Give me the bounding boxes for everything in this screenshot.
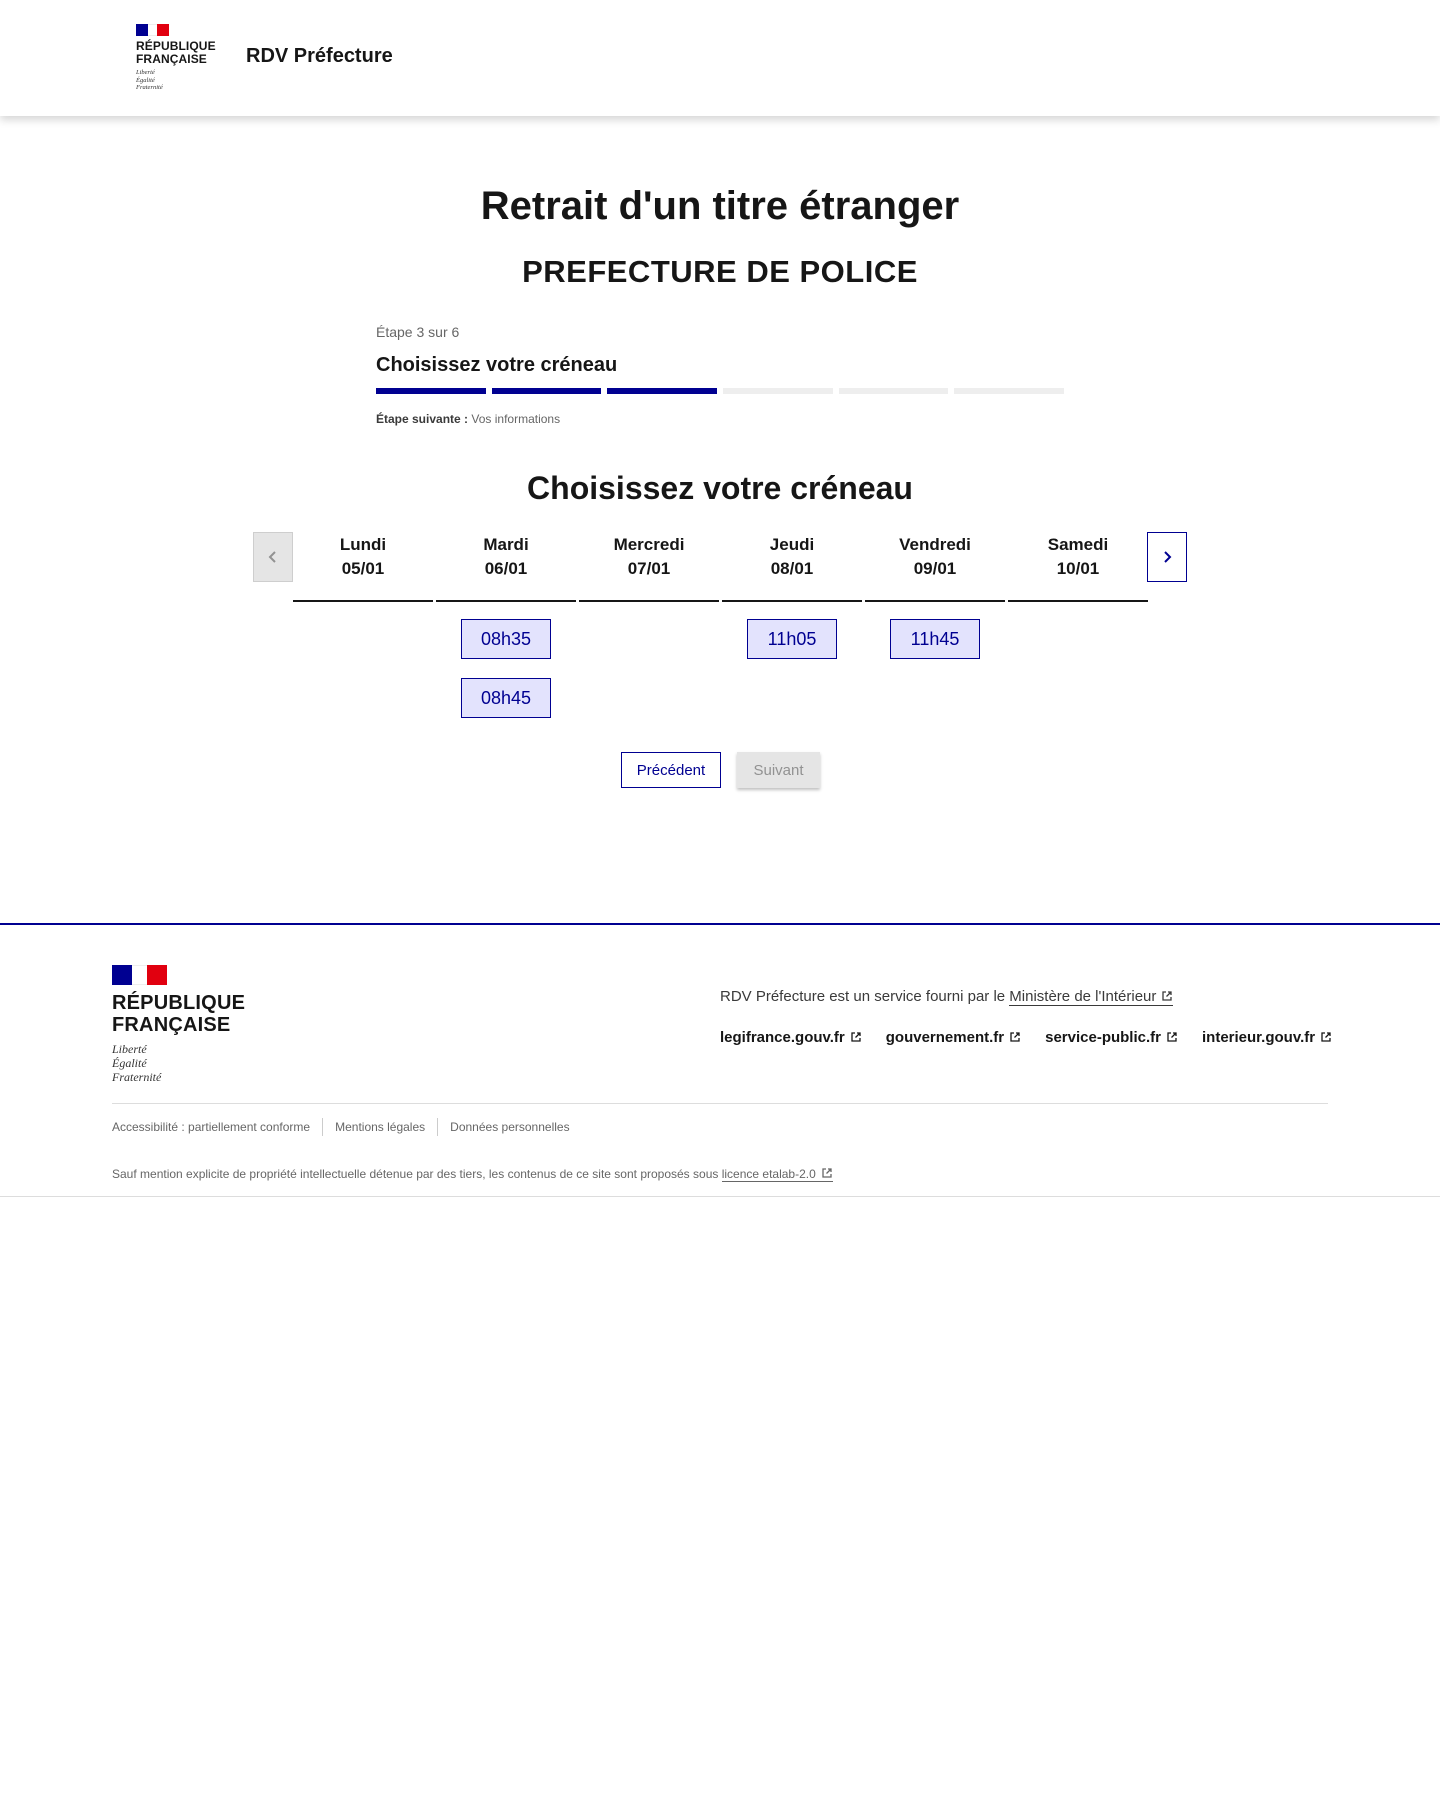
step-bar (607, 388, 717, 394)
day-header (436, 532, 576, 602)
devise-line: Fraternité (112, 1070, 162, 1084)
footer-external-link[interactable] (886, 1029, 1021, 1046)
footer-description (720, 987, 1173, 1007)
day-column (1008, 532, 1148, 718)
site-header (0, 0, 1440, 116)
devise-line: Fraternité (136, 84, 163, 91)
day-name: Lundi (339, 535, 387, 554)
chevron-left-icon (266, 550, 280, 564)
devise-line: Égalité (136, 76, 155, 84)
day-date: 10/01 (1056, 559, 1100, 578)
devise (136, 69, 216, 92)
footer-bottom-links (112, 1118, 582, 1136)
footer-republique-francaise-logo[interactable] (112, 965, 245, 1084)
footer-link-label: gouvernement.fr (885, 1029, 1005, 1046)
previous-week-button[interactable] (253, 532, 293, 582)
footer-link-label: interieur.gouv.fr (1202, 1029, 1316, 1046)
footer-link-label: legifrance.gouv.fr (720, 1029, 845, 1046)
license-text: Sauf mention explicite de propriété intellectuelle détenue par des tiers, les contenus de ce site sont proposés sous (112, 1167, 719, 1181)
ministere-link[interactable] (1009, 988, 1173, 1006)
devise-line: Liberté (136, 69, 155, 76)
license-link[interactable] (722, 1167, 833, 1182)
day-name: Mercredi (613, 535, 685, 554)
footer-logo-text (112, 992, 245, 1036)
footer-divider (112, 1103, 1328, 1104)
time-slot-button[interactable]: 11h45 (890, 619, 980, 659)
footer-devise (112, 1042, 245, 1084)
site-footer (0, 923, 1440, 1197)
day-date: 06/01 (484, 559, 528, 578)
footer-links (720, 1029, 1332, 1046)
service-title[interactable]: RDV Préfecture (246, 45, 393, 67)
time-slot-button[interactable]: 08h35 (461, 619, 551, 659)
page-title: Retrait d'un titre étranger (480, 184, 960, 228)
day-date: 09/01 (913, 559, 957, 578)
step-bar (839, 388, 949, 394)
footer-bottom-link[interactable]: Mentions légales (322, 1118, 437, 1136)
step-bar (954, 388, 1064, 394)
logo-line-1: RÉPUBLIQUE (112, 992, 246, 1014)
day-column (436, 532, 576, 718)
ministere-link-label: Ministère de l'Intérieur (1009, 988, 1157, 1005)
devise-line: Égalité (112, 1056, 147, 1070)
previous-button[interactable]: Précédent (621, 752, 721, 788)
external-link-icon (1320, 1031, 1332, 1043)
footer-external-link[interactable] (1045, 1029, 1178, 1046)
day-column (722, 532, 862, 718)
page-subtitle: PREFECTURE DE POLICE (522, 254, 918, 289)
form-navigation (621, 752, 820, 788)
logo-line-2: FRANÇAISE (112, 1014, 231, 1036)
day-header (722, 532, 862, 602)
day-column (865, 532, 1005, 718)
step-bar (723, 388, 833, 394)
day-date: 07/01 (627, 559, 671, 578)
external-link-icon (1161, 990, 1173, 1002)
step-next (376, 410, 1064, 428)
day-header (1008, 532, 1148, 602)
logo-line-2: FRANÇAISE (136, 52, 207, 66)
day-name: Jeudi (769, 535, 815, 554)
french-flag-icon (136, 24, 169, 36)
day-name: Samedi (1047, 535, 1109, 554)
step-title: Choisissez votre créneau (376, 354, 618, 376)
footer-external-link[interactable] (720, 1029, 862, 1046)
chevron-right-icon (1160, 550, 1174, 564)
footer-license (112, 1165, 833, 1183)
day-column (579, 532, 719, 718)
step-next-value: Vos informations (471, 412, 561, 426)
republique-francaise-logo[interactable] (136, 24, 216, 92)
step-next-label: Étape suivante : (376, 412, 469, 426)
footer-external-link[interactable] (1202, 1029, 1332, 1046)
day-date: 05/01 (341, 559, 385, 578)
next-button[interactable]: Suivant (737, 752, 820, 788)
devise-line: Liberté (112, 1042, 147, 1056)
external-link-icon (821, 1167, 833, 1179)
day-header (579, 532, 719, 602)
next-week-button[interactable] (1147, 532, 1187, 582)
step-state: Étape 3 sur 6 (376, 324, 460, 340)
step-bar (492, 388, 602, 394)
section-title: Choisissez votre créneau (527, 470, 913, 506)
external-link-icon (1009, 1031, 1021, 1043)
time-slot-button[interactable]: 11h05 (747, 619, 837, 659)
logo-line-1: RÉPUBLIQUE (136, 39, 216, 53)
day-name: Mardi (483, 535, 529, 554)
day-header (293, 532, 433, 602)
time-slot-button[interactable]: 08h45 (461, 678, 551, 718)
step-bar (376, 388, 486, 394)
day-name: Vendredi (899, 535, 971, 554)
stepper (376, 322, 1064, 428)
license-link-label: licence etalab-2.0 (721, 1167, 816, 1181)
footer-bottom-link[interactable]: Données personnelles (437, 1118, 581, 1136)
footer-bottom-link[interactable]: Accessibilité : partiellement conforme (112, 1120, 311, 1134)
day-column (293, 532, 433, 718)
french-flag-icon (112, 965, 167, 985)
external-link-icon (1166, 1031, 1178, 1043)
external-link-icon (850, 1031, 862, 1043)
footer-link-label: service-public.fr (1045, 1029, 1161, 1046)
calendar-days (293, 532, 1148, 718)
step-progress-bar (376, 388, 1064, 394)
day-header (865, 532, 1005, 602)
day-date: 08/01 (770, 559, 814, 578)
footer-description-text: RDV Préfecture est un service fourni par le (720, 988, 1006, 1005)
logo-text (136, 40, 216, 66)
